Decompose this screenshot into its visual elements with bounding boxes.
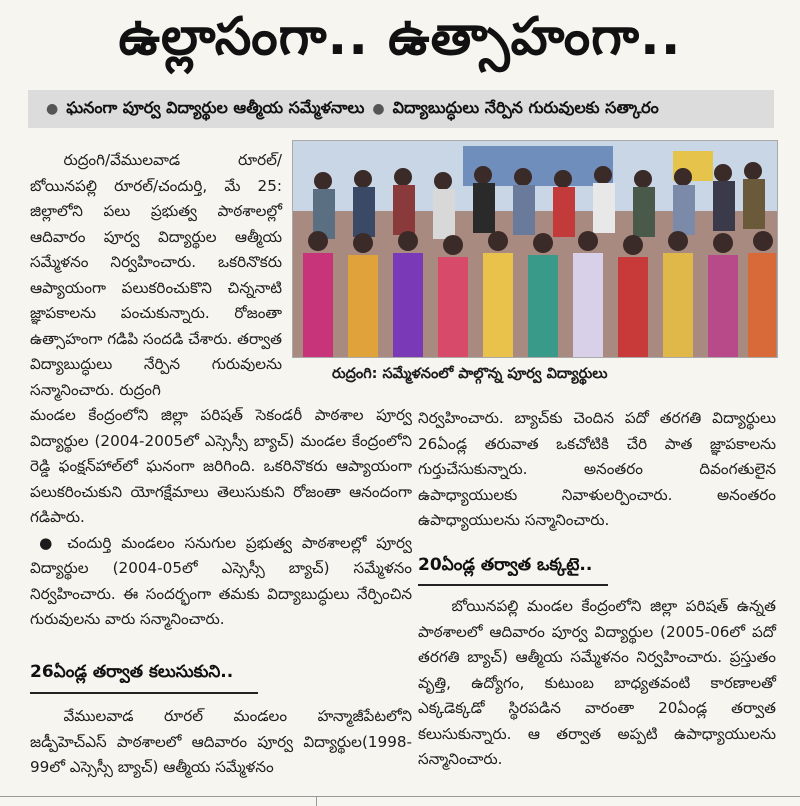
article-column-2-bottom: [418, 594, 776, 773]
column-divider: [316, 796, 317, 806]
photo-caption: రుద్రంగి: సమ్మేళనంలో పాల్గొన్న పూర్వ విద్యార్థులు: [332, 366, 608, 382]
subtitle-part1: ఘనంగా పూర్వ విద్యార్థుల ఆత్మీయ సమ్మేళనాలు: [66, 97, 365, 117]
article-paragraph: నిర్వహించారు. బ్యాచ్‌కు చెందిన పదో తరగతి విద్యార్థులు 26ఏండ్ల తరువాత ఒకచోటికి చేరి పాత జ్ఞాపకాలను గుర్తుచేసుకున్నారు. అనంతరం దివంగతులైన ఉపాధ్యాయులకు నివాళులర్పించారు. అనంతరం ఉపాధ్యాయులను సన్మానించారు.: [418, 409, 776, 529]
article-column-2-top: [418, 406, 776, 534]
group-photo-art: [293, 141, 777, 357]
bullet-icon: ●: [46, 101, 59, 117]
article-paragraph-bullet: ● చందుర్తి మండలం సనుగుల ప్రభుత్వ పాఠశాలల్లో పూర్వ విద్యార్థుల (2004-05లో ఎస్సెస్సీ బ్యాచ్) సమ్మేళనం నిర్వహించారు. ఈ సందర్భంగా తమకు విద్యాబుద్ధులు నేర్పించిన గురువులను వారు సన్మానించారు.: [30, 533, 412, 628]
subhead-underline: [418, 584, 608, 586]
group-photo: [292, 140, 778, 358]
subhead-underline: [30, 692, 258, 694]
article-paragraph: బోయినపల్లి మండల కేంద్రంలోని జిల్లా పరిషత్ ఉన్నత పాఠశాలలో ఆదివారం పూర్వ విద్యార్థుల (2005-06లో పదో తరగతి బ్యాచ్) ఆత్మీయ సమ్మేళనం నిర్వహించారు. ప్రస్తుతం వృత్తి, ఉద్యోగం, కుటుంబ బాధ్యతవంటి కారణాలతో ఎక్కడెక్కడో స్థిరపడిన వారంతా 20ఏండ్ల తర్వాత కలుసుకున్నారు. ఆ తర్వాత అప్పటి ఉపాధ్యాయులను సన్మానించారు.: [418, 597, 776, 768]
article-paragraph: మండల కేంద్రంలోని జిల్లా పరిషత్ సెకండరీ పాఠశాల పూర్వ విద్యార్థుల (2004-2005లో ఎస్సెస్సీ బ్యాచ్) మండల కేంద్రంలోని రెడ్డి ఫంక్షన్‌హాల్‌లో ఘనంగా జరిగింది. ఒకరినొకరు ఆప్యాయంగా పలుకరించుకుని యోగక్షేమాలు తెలుసుకుని రోజంతా ఆనందంగా గడిపారు.: [30, 406, 412, 526]
article-column-1-top: [30, 148, 282, 403]
page-bottom-rule: [0, 796, 800, 797]
subtitle-bar: [28, 90, 774, 128]
headline: ఉల్లాసంగా.. ఉత్సాహంగా..: [118, 6, 682, 67]
article-column-1-wide: [30, 403, 412, 633]
article-column-1-bottom: [30, 704, 412, 781]
subtitle-part2: విద్యాబుద్ధులు నేర్పిన గురువులకు సత్కారం: [392, 97, 659, 117]
article-paragraph: వేములవాడ రూరల్ మండలం హన్మాజీపేటలోని జడ్పీహెచ్ఎస్ పాఠశాలలో ఆదివారం పూర్వ విద్యార్థుల(1998-99లో ఎస్సెస్సీ బ్యాచ్) ఆత్మీయ సమ్మేళనం: [30, 707, 412, 776]
subhead-26-years: 26ఏండ్ల తర్వాత కలుసుకుని..: [30, 662, 234, 682]
bullet-icon: ●: [372, 101, 385, 117]
subhead-20-years: 20ఏండ్ల తర్వాత ఒక్కటై..: [418, 555, 593, 575]
article-paragraph: రుద్రంగి/వేములవాడ రూరల్/బోయినపల్లి రూరల్/చందుర్తి, మే 25: జిల్లాలోని పలు ప్రభుత్వ పాఠశాలల్లో ఆదివారం పూర్వ విద్యార్థుల ఆత్మీయ సమ్మేళనం నిర్వహించారు. ఒకరినొకరు ఆప్యాయంగా పలుకరించుకొని చిన్ననాటి జ్ఞాపకాలను పంచుకున్నారు. రోజంతా ఉత్సాహంగా గడిపి సందడి చేశారు. తర్వాత విద్యాబుద్ధులు నేర్పిన గురువులను సన్మానించారు. రుద్రంగి: [30, 151, 282, 399]
